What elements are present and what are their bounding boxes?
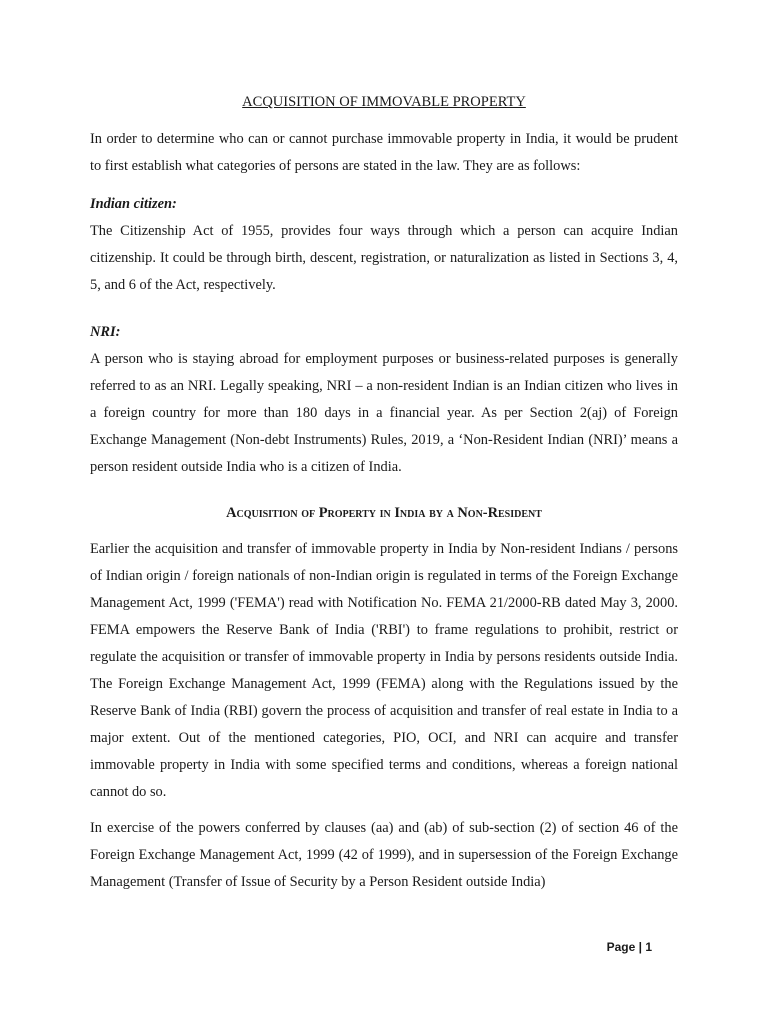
section-heading: Acquisition of Property in India by a Non-Resident (226, 505, 542, 521)
indian-citizen-paragraph: The Citizenship Act of 1955, provides four ways through which a person can acquire Indian citizenship. It could be through birth, descent, registration, or naturalization as listed in Sections 3, 4, 5, and 6 of the Act, respectively. (90, 223, 678, 293)
document-page (90, 92, 678, 896)
document-title: ACQUISITION OF IMMOVABLE PROPERTY (242, 94, 526, 110)
page-number: Page | 1 (606, 940, 652, 954)
exercise-paragraph: In exercise of the powers conferred by clauses (aa) and (ab) of sub-section (2) of section 46 of the Foreign Exchange Management Act, 1999 (42 of 1999), and in supersession of the Foreign Exchange Management (Transfer of Issue of Security by a Person Resident outside India) (90, 820, 678, 890)
intro-paragraph: In order to determine who can or cannot purchase immovable property in India, it would be prudent to first establish what categories of persons are stated in the law. They are as follows: (90, 131, 678, 174)
indian-citizen-heading: Indian citizen: (90, 196, 177, 212)
acquisition-paragraph: Earlier the acquisition and transfer of immovable property in India by Non-resident Indians / persons of Indian origin / foreign nationals of non-Indian origin is regulated in terms of the Foreign Exchange Management Act, 1999 ('FEMA') read with Notification No. FEMA 21/2000-RB dated May 3, 2000. FEMA empowers the Reserve Bank of India ('RBI') to frame regulations to prohibit, restrict or regulate the acquisition or transfer of immovable property in India by persons residents outside India. The Foreign Exchange Management Act, 1999 (FEMA) along with the Regulations issued by the Reserve Bank of India (RBI) govern the process of acquisition and transfer of real estate in India to a major extent. Out of the mentioned categories, PIO, OCI, and NRI can acquire and transfer immovable property in India with some specified terms and conditions, whereas a foreign national cannot do so. (90, 541, 678, 800)
nri-paragraph: A person who is staying abroad for employment purposes or business-related purposes is generally referred to as an NRI. Legally speaking, NRI – a non-resident Indian is an Indian citizen who lives in a foreign country for more than 180 days in a financial year. As per Section 2(aj) of Foreign Exchange Management (Non-debt Instruments) Rules, 2019, a ‘Non-Resident Indian (NRI)’ means a person resident outside India who is a citizen of India. (90, 351, 678, 475)
nri-heading: NRI: (90, 324, 121, 340)
